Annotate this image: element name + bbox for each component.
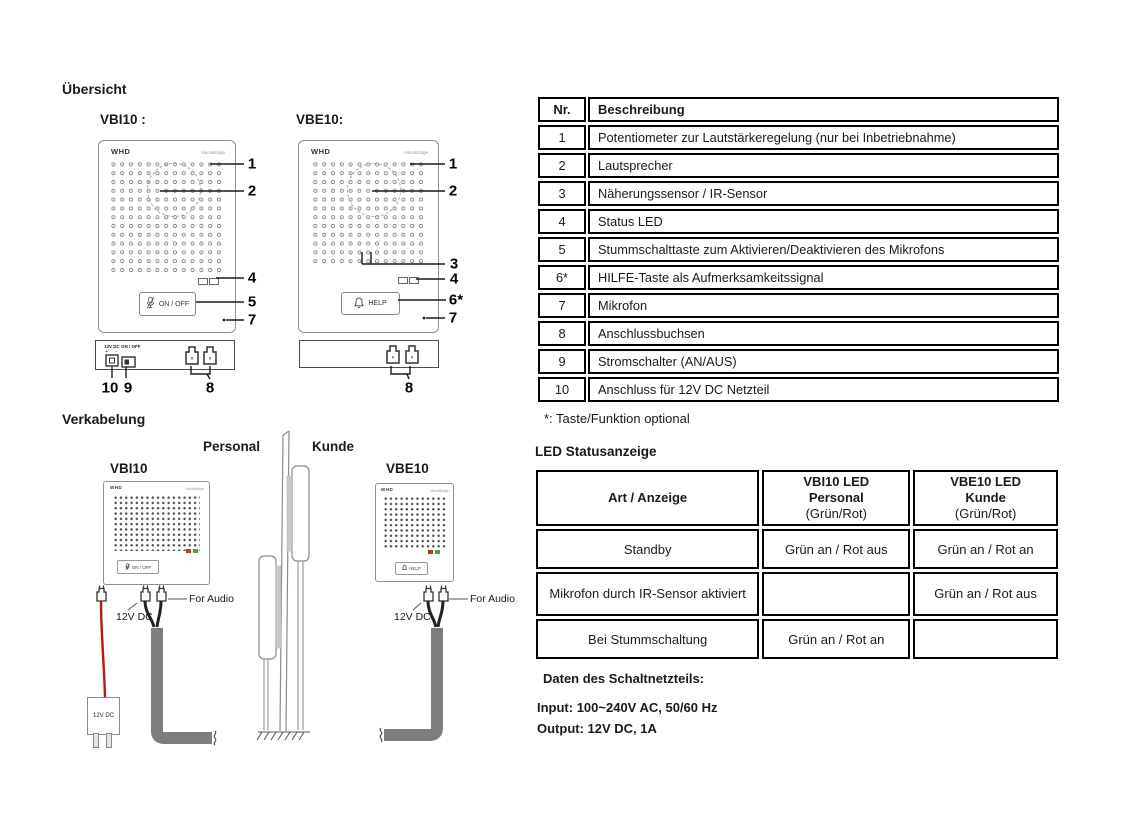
12v-dc-label: 12V DC <box>116 611 153 623</box>
mute-button-label: ON / OFF <box>131 564 152 570</box>
callout-6: 6* <box>448 291 464 309</box>
panel-label: 12V DC ON / OFF <box>104 344 141 349</box>
led-header-vbi10 <box>762 470 910 526</box>
mute-button-label: ON / OFF <box>158 300 190 308</box>
parts-header-beschreibung: Beschreibung <box>588 97 1059 122</box>
mic-muted-icon <box>125 563 130 572</box>
adapter-prong <box>93 733 99 748</box>
table-row <box>538 321 1059 346</box>
callout-1: 1 <box>448 155 458 173</box>
potentiometer-marking <box>147 163 201 217</box>
table-row <box>538 237 1059 262</box>
power-plug-icon <box>95 585 108 607</box>
power-plug-icon <box>422 585 435 607</box>
vbe10-device-front <box>298 140 439 333</box>
callout-9: 9 <box>123 379 133 397</box>
vbi10-device-mini <box>103 481 210 585</box>
status-led-red <box>198 278 208 285</box>
parts-cell: 10 <box>538 377 586 402</box>
vbi10-bottom-panel <box>95 340 235 370</box>
whd-logo: WHD <box>311 147 331 156</box>
parts-cell: Näherungssensor / IR-Sensor <box>588 181 1059 206</box>
voicebridge-label: VoiceBridge <box>403 150 428 155</box>
status-led-green <box>409 277 419 284</box>
help-button-label: HELP <box>409 566 421 571</box>
voicebridge-label: VoiceBridge <box>200 150 225 155</box>
callout-2: 2 <box>448 182 458 200</box>
mic-muted-icon <box>146 296 155 312</box>
callout-3: 3 <box>449 255 459 273</box>
adapter-prong <box>106 733 112 748</box>
parts-cell: 6* <box>538 265 586 290</box>
wiring-vbe10-label: VBE10 <box>386 461 429 476</box>
vbi10-label: VBI10 : <box>100 112 146 127</box>
status-led-green <box>435 550 440 554</box>
led-cell: Mikrofon durch IR-Sensor aktiviert <box>536 572 759 616</box>
dc-jack-icon[interactable] <box>105 354 119 372</box>
led-header-vbe10-line2: Kunde <box>965 490 1006 505</box>
led-header-row <box>536 470 1058 526</box>
speaker-grille <box>383 496 446 549</box>
led-cell: Grün an / Rot aus <box>762 529 910 569</box>
audio-socket-icon[interactable] <box>404 345 420 369</box>
speaker-grille <box>113 495 200 551</box>
led-cell: Grün an / Rot an <box>913 529 1058 569</box>
table-row <box>536 529 1058 569</box>
voicebridge-label: VoiceBridge <box>185 487 204 491</box>
help-button[interactable] <box>395 562 428 575</box>
mute-button[interactable] <box>117 560 159 574</box>
led-cell <box>762 572 910 616</box>
status-led-green <box>209 278 219 285</box>
parts-cell: Potentiometer zur Lautstärkeregelung (nur bei Inbetriebnahme) <box>588 125 1059 150</box>
callout-4: 4 <box>449 270 459 288</box>
adapter-label: 12V DC <box>92 713 114 719</box>
mute-button[interactable] <box>139 292 196 316</box>
parts-cell: 2 <box>538 153 586 178</box>
status-led-green <box>193 549 198 553</box>
led-cell: Grün an / Rot aus <box>913 572 1058 616</box>
led-header-vbe10 <box>913 470 1058 526</box>
callout-8: 8 <box>205 379 215 397</box>
status-led-red <box>428 550 433 554</box>
overview-heading: Übersicht <box>62 81 127 97</box>
table-row <box>538 125 1059 150</box>
led-status-table <box>533 467 1061 662</box>
audio-plug-icon <box>437 585 450 607</box>
power-adapter <box>87 697 120 735</box>
vbe10-bottom-panel <box>299 340 439 368</box>
parts-cell: 7 <box>538 293 586 318</box>
whd-logo: WHD <box>111 147 131 156</box>
led-header-vbi10-line2: Personal <box>808 490 864 505</box>
power-input: Input: 100~240V AC, 50/60 Hz <box>537 700 718 715</box>
table-row <box>536 572 1058 616</box>
parts-cell: Anschluss für 12V DC Netzteil <box>588 377 1059 402</box>
table-row <box>536 619 1058 659</box>
vbe10-label: VBE10: <box>296 112 344 127</box>
led-cell: Grün an / Rot an <box>762 619 910 659</box>
wiring-personal-label: Personal <box>203 439 261 454</box>
callout-5: 5 <box>247 293 257 311</box>
audio-socket-icon[interactable] <box>202 346 218 370</box>
whd-logo: WHD <box>110 485 123 490</box>
potentiometer-marking <box>347 163 401 217</box>
vbi10-device-front <box>98 140 236 333</box>
callout-7: 7 <box>247 311 257 329</box>
parts-cell: 9 <box>538 349 586 374</box>
help-button-label: HELP <box>368 300 387 307</box>
callout-10: 10 <box>101 379 119 397</box>
parts-cell: Stromschalter (AN/AUS) <box>588 349 1059 374</box>
vbe10-device-mini <box>375 483 454 582</box>
footnote: *: Taste/Funktion optional <box>544 411 690 426</box>
glass-partition-diagram <box>252 428 318 760</box>
audio-plug-icon <box>155 585 168 607</box>
table-row <box>538 265 1059 290</box>
parts-table <box>536 94 1061 405</box>
parts-cell: 5 <box>538 237 586 262</box>
led-section-heading: LED Statusanzeige <box>535 444 657 459</box>
help-button[interactable] <box>341 292 400 315</box>
parts-cell: 4 <box>538 209 586 234</box>
table-row <box>538 181 1059 206</box>
polarity-label: + - <box>105 349 120 355</box>
led-header-art: Art / Anzeige <box>536 470 759 526</box>
table-row <box>538 209 1059 234</box>
bell-icon <box>402 565 407 572</box>
12v-dc-label: 12V DC <box>394 611 431 623</box>
parts-cell: Anschlussbuchsen <box>588 321 1059 346</box>
wiring-heading: Verkabelung <box>62 411 146 427</box>
status-led-red <box>398 277 408 284</box>
parts-cell: Lautsprecher <box>588 153 1059 178</box>
led-header-vbe10-line3: (Grün/Rot) <box>954 506 1017 521</box>
wiring-kunde-label: Kunde <box>312 439 354 454</box>
parts-cell: 3 <box>538 181 586 206</box>
parts-header-nr: Nr. <box>538 97 586 122</box>
audio-socket-icon[interactable] <box>184 346 200 370</box>
parts-cell: Mikrofon <box>588 293 1059 318</box>
parts-cell: 1 <box>538 125 586 150</box>
for-audio-label: For Audio <box>470 593 515 605</box>
led-header-vbe10-line1: VBE10 LED <box>950 474 1021 489</box>
table-row <box>538 349 1059 374</box>
parts-cell: HILFE-Taste als Aufmerksamkeitssignal <box>588 265 1059 290</box>
led-cell: Bei Stummschaltung <box>536 619 759 659</box>
table-row <box>538 293 1059 318</box>
led-header-vbi10-line1: VBI10 LED <box>803 474 870 489</box>
for-audio-label: For Audio <box>189 593 234 605</box>
callout-7: 7 <box>448 309 458 327</box>
power-heading: Daten des Schaltnetzteils: <box>543 671 705 686</box>
led-cell <box>913 619 1058 659</box>
power-output: Output: 12V DC, 1A <box>537 721 657 736</box>
callout-2: 2 <box>247 182 257 200</box>
led-header-vbi10-line3: (Grün/Rot) <box>805 506 867 521</box>
whd-logo: WHD <box>381 487 394 492</box>
led-cell: Standby <box>536 529 759 569</box>
parts-cell: 8 <box>538 321 586 346</box>
audio-plug-icon <box>139 585 152 607</box>
callout-4: 4 <box>247 269 257 287</box>
table-row <box>538 153 1059 178</box>
parts-header-row <box>538 97 1059 122</box>
audio-socket-icon[interactable] <box>385 345 401 369</box>
table-row <box>538 377 1059 402</box>
voicebridge-label: VoiceBridge <box>430 489 449 493</box>
parts-cell: Status LED <box>588 209 1059 234</box>
wiring-vbi10-label: VBI10 <box>110 461 148 476</box>
status-led-red <box>186 549 191 553</box>
callout-1: 1 <box>247 155 257 173</box>
power-switch-icon[interactable] <box>121 355 136 373</box>
parts-cell: Stummschalttaste zum Aktivieren/Deaktivieren des Mikrofons <box>588 237 1059 262</box>
bell-icon <box>354 297 364 311</box>
callout-8: 8 <box>404 379 414 397</box>
